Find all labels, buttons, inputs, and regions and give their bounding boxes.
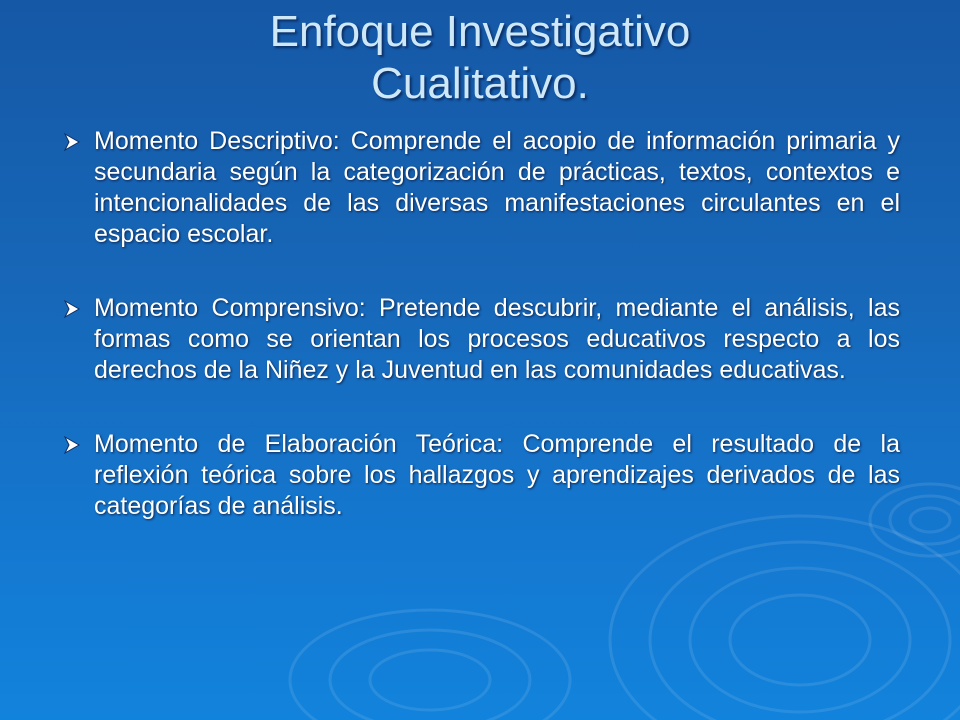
bullet-item-comprensivo: [58, 293, 900, 386]
title-line-1: Enfoque Investigativo: [269, 7, 691, 56]
bullet-item-elaboracion-teorica: [58, 429, 900, 522]
bullet-text: Momento Comprensivo: Pretende descubrir, mediante el análisis, las formas como se orientan los procesos educativos respecto a los derechos de la Niñez y la Juventud en las comunidades educativas.: [94, 294, 900, 384]
bullet-item-descriptivo: [58, 126, 900, 250]
arrow-bullet-icon: [62, 299, 82, 319]
arrow-bullet-icon: [62, 132, 82, 152]
bullet-text: Momento Descriptivo: Comprende el acopio de información primaria y secundaria según la categorización de prácticas, textos, contextos e intencionalidades de las diversas manifestaciones circulantes en el espacio escolar.: [94, 127, 900, 248]
bullet-list: [58, 126, 900, 522]
slide-title: [0, 0, 960, 122]
title-line-2: Cualitativo.: [371, 59, 589, 108]
arrow-bullet-icon: [62, 435, 82, 455]
bullet-text: Momento de Elaboración Teórica: Comprende el resultado de la reflexión teórica sobre los hallazgos y aprendizajes derivados de las categorías de análisis.: [94, 430, 900, 520]
